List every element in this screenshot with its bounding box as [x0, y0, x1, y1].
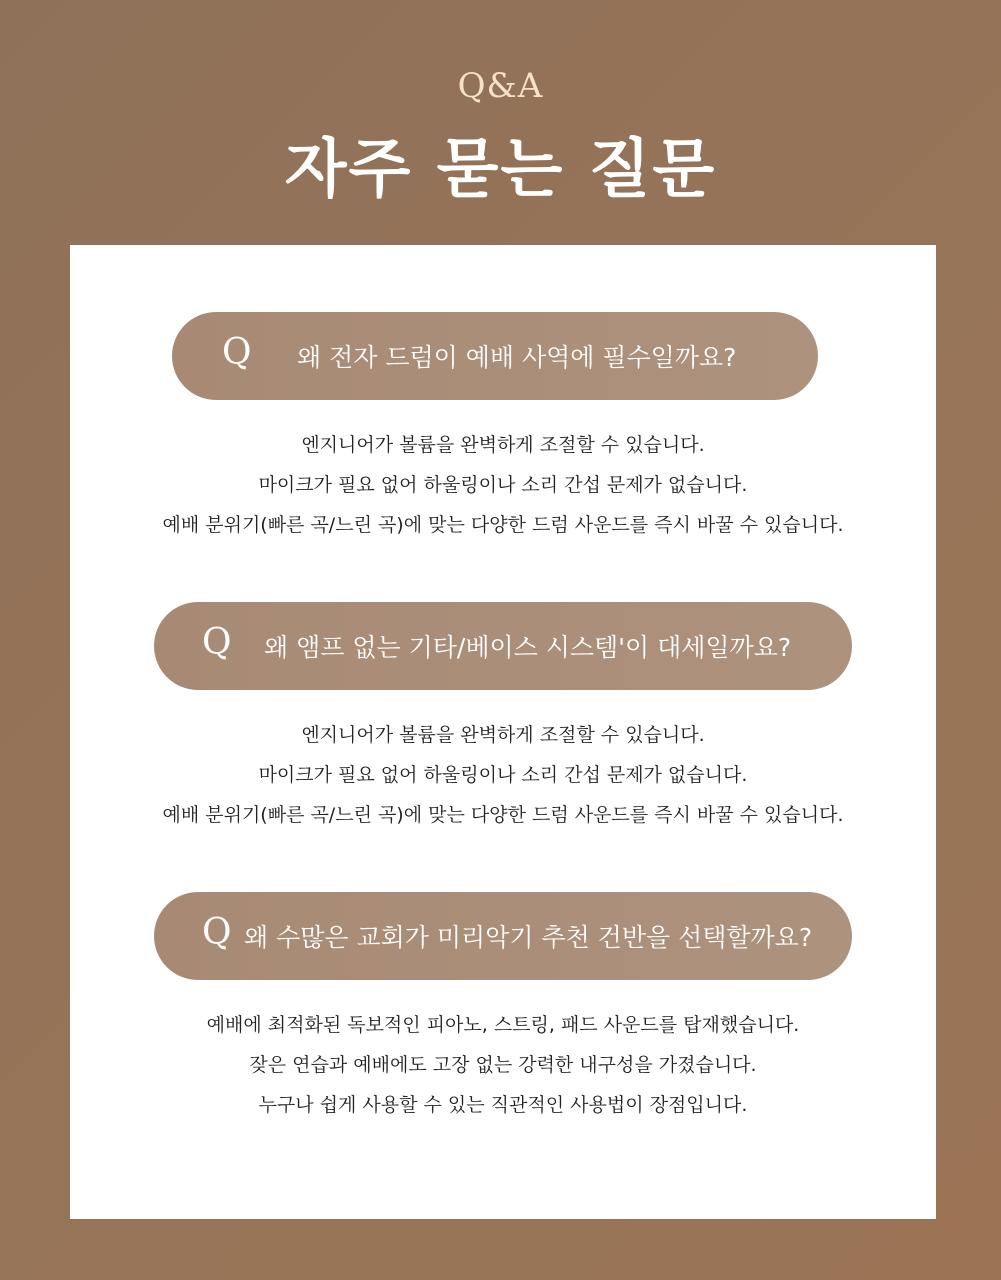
faq-question-text: 왜 앰프 없는 기타/베이스 시스템'이 대세일까요? — [264, 633, 792, 662]
faq-answer-3 — [70, 1005, 936, 1125]
answer-line: 예배 분위기(빠른 곡/느린 곡)에 맞는 다양한 드럼 사운드를 즉시 바꿀 수 있습니다. — [162, 514, 844, 536]
answer-line: 엔지니어가 볼륨을 완벽하게 조절할 수 있습니다. — [301, 724, 705, 746]
answer-line: 누구나 쉽게 사용할 수 있는 직관적인 사용법이 장점입니다. — [258, 1094, 748, 1116]
page-title: 자주 묻는 질문 — [284, 133, 717, 207]
faq-answer-2 — [70, 715, 936, 835]
answer-line: 잦은 연습과 예배에도 고장 없는 강력한 내구성을 가졌습니다. — [249, 1054, 757, 1076]
page-header — [0, 0, 1001, 245]
faq-question-2[interactable] — [154, 602, 852, 690]
answer-line: 엔지니어가 볼륨을 완벽하게 조절할 수 있습니다. — [301, 434, 705, 456]
q-marker: Q — [202, 912, 232, 953]
answer-line: 마이크가 필요 없어 하울링이나 소리 간섭 문제가 없습니다. — [258, 764, 748, 786]
answer-line: 마이크가 필요 없어 하울링이나 소리 간섭 문제가 없습니다. — [258, 474, 748, 496]
faq-answer-1 — [70, 425, 936, 545]
q-marker: Q — [202, 622, 232, 663]
answer-line: 예배에 최적화된 독보적인 피아노, 스트링, 패드 사운드를 탑재했습니다. — [206, 1014, 800, 1036]
q-marker: Q — [222, 332, 252, 373]
faq-panel — [70, 245, 936, 1219]
faq-question-text: 왜 전자 드럼이 예배 사역에 필수일까요? — [297, 343, 737, 372]
qa-label: Q&A — [457, 66, 544, 106]
faq-question-1[interactable] — [172, 312, 818, 400]
faq-question-text: 왜 수많은 교회가 미리악기 추천 건반을 선택할까요? — [244, 923, 813, 952]
answer-line: 예배 분위기(빠른 곡/느린 곡)에 맞는 다양한 드럼 사운드를 즉시 바꿀 수 있습니다. — [162, 804, 844, 826]
faq-question-3[interactable] — [154, 892, 852, 980]
